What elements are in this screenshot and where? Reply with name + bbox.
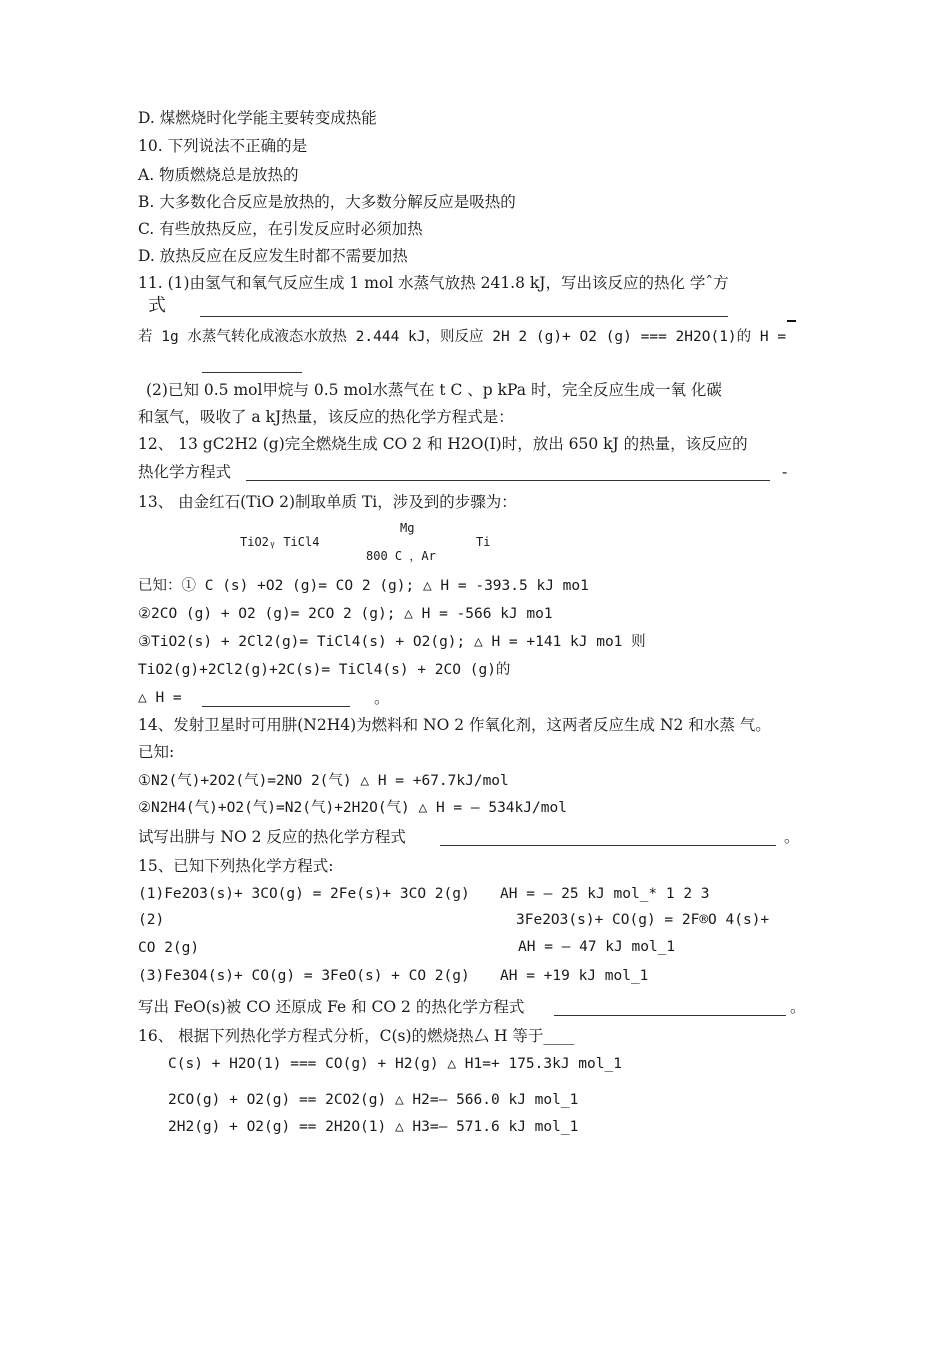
question-11-cont: 式 xyxy=(148,295,166,316)
known-eq-14-1: ①N2(气)+2O2(气)=2NO 2(气) △ H = +67.7kJ/mol xyxy=(138,773,509,789)
question-12: 12、 13 gC2H2 (g)完全燃烧生成 CO 2 和 H2O(I)时，放出 650 kJ 的热量，该反应的 xyxy=(138,435,748,453)
answer-blank-11b[interactable] xyxy=(202,358,302,373)
eq-16-1: C(s) + H2O(1) === CO(g) + H2(g) △ H1=+ 175.3kJ mol_1 xyxy=(168,1056,622,1072)
question-13: 13、 由金红石(TiO 2)制取单质 Ti，涉及到的步骤为： xyxy=(138,493,517,511)
eq-15-3: (3)Fe3O4(s)+ CO(g) = 3FeO(s) + CO 2(g) xyxy=(138,968,470,984)
delta-h-label: △ H = xyxy=(138,690,182,706)
period-14: 。 xyxy=(784,828,800,846)
eq-16-3: 2H2(g) + O2(g) == 2H2O(1) △ H3=— 571.6 kJ mol_1 xyxy=(168,1119,579,1135)
answer-blank-11a[interactable] xyxy=(200,302,728,317)
answer-blank-13[interactable] xyxy=(202,692,350,707)
overbar-mark xyxy=(787,320,796,322)
question-12-cont: 热化学方程式 xyxy=(138,463,232,481)
eq-15-2-number: (2) xyxy=(138,912,165,928)
question-11: 11. (1)由氢气和氧气反应生成 1 mol 水蒸气放热 241.8 kJ，写出该反应的热化 学ˆ方 xyxy=(138,274,729,292)
scheme-reactants: TiO2ᵧ TiCl4 xyxy=(240,535,320,549)
dash-mark: - xyxy=(782,463,788,481)
question-14: 14、发射卫星时可用肼(N2H4)为燃料和 NO 2 作氧化剂，这两者反应生成 N2 和水蒸 气。 xyxy=(138,716,771,734)
option-c: C. 有些放热反应，在引发反应时必须加热 xyxy=(138,220,423,238)
eq-15-2: 3Fe2O3(s)+ CO(g) = 2F®O 4(s)+ xyxy=(516,912,770,928)
option-a: A. 物质燃烧总是放热的 xyxy=(138,166,299,184)
known-eq-1: 已知：① C (s) +O2 (g)= CO 2 (g); △ H = -393.5 kJ mo1 xyxy=(138,578,589,594)
question-16: 16、 根据下列热化学方程式分析，C(s)的燃烧热厶 H 等于____ xyxy=(138,1027,575,1045)
target-eq-13: TiO2(g)+2Cl2(g)+2C(s)= TiCl4(s) + 2CO (g)的 xyxy=(138,662,511,678)
eq-15-2-cont: CO 2(g) xyxy=(138,940,200,956)
eq-15-1: (1)Fe2O3(s)+ 3CO(g) = 2Fe(s)+ 3CO 2(g) xyxy=(138,886,470,902)
option-d-q9: D. 煤燃烧时化学能主要转变成热能 xyxy=(138,109,377,127)
known-eq-2: ②2CO (g) + O2 (g)= 2CO 2 (g); △ H = -566 kJ mo1 xyxy=(138,606,553,622)
option-b: B. 大多数化合反应是放热的，大多数分解反应是吸热的 xyxy=(138,193,516,211)
known-eq-14-2: ②N2H4(气)+O2(气)=N2(气)+2H2O(气) △ H = — 534kJ/mol xyxy=(138,800,567,816)
question-14-known: 已知: xyxy=(138,743,175,761)
period-13: 。 xyxy=(374,689,390,707)
question-11-part2: (2)已知 0.5 mol甲烷与 0.5 mol水蒸气在 t C 、p kPa 时，完全反应生成一氧 化碳 xyxy=(146,381,722,399)
option-d: D. 放热反应在反应发生时都不需要加热 xyxy=(138,247,408,265)
eq-15-1-dh: AH = — 25 kJ mol_* 1 2 3 xyxy=(500,886,710,902)
scheme-reagent: Mg xyxy=(400,521,415,535)
eq-16-2: 2CO(g) + O2(g) == 2CO2(g) △ H2=— 566.0 kJ mol_1 xyxy=(168,1092,579,1108)
scheme-product: Ti xyxy=(476,535,491,549)
question-15-ask: 写出 FeO(s)被 CO 还原成 Fe 和 CO 2 的热化学方程式 xyxy=(138,998,525,1016)
scheme-conditions: 800 C ，Ar xyxy=(366,549,436,563)
question-14-ask: 试写出肼与 NO 2 反应的热化学方程式 xyxy=(138,828,406,846)
answer-blank-12[interactable] xyxy=(246,466,770,481)
known-eq-3: ③TiO2(s) + 2Cl2(g)= TiCl4(s) + O2(g); △ H = +141 kJ mo1 则 xyxy=(138,634,646,650)
question-11-part2-cont: 和氢气，吸收了 a kJ热量，该反应的热化学方程式是： xyxy=(138,408,514,426)
eq-15-3-dh: AH = +19 kJ mol_1 xyxy=(500,968,649,984)
period-15: 。 xyxy=(790,998,806,1016)
question-10: 10. 下列说法不正确的是 xyxy=(138,137,308,155)
answer-blank-15[interactable] xyxy=(554,1001,786,1016)
answer-blank-14[interactable] xyxy=(440,831,776,846)
question-11-water: 若 1g 水蒸气转化成液态水放热 2.444 kJ，则反应 2H 2 (g)+ O2 (g) === 2H2O(1)的 H = xyxy=(138,329,787,345)
question-15: 15、已知下列热化学方程式: xyxy=(138,857,334,875)
eq-15-2-dh: AH = — 47 kJ mol_1 xyxy=(518,939,676,955)
